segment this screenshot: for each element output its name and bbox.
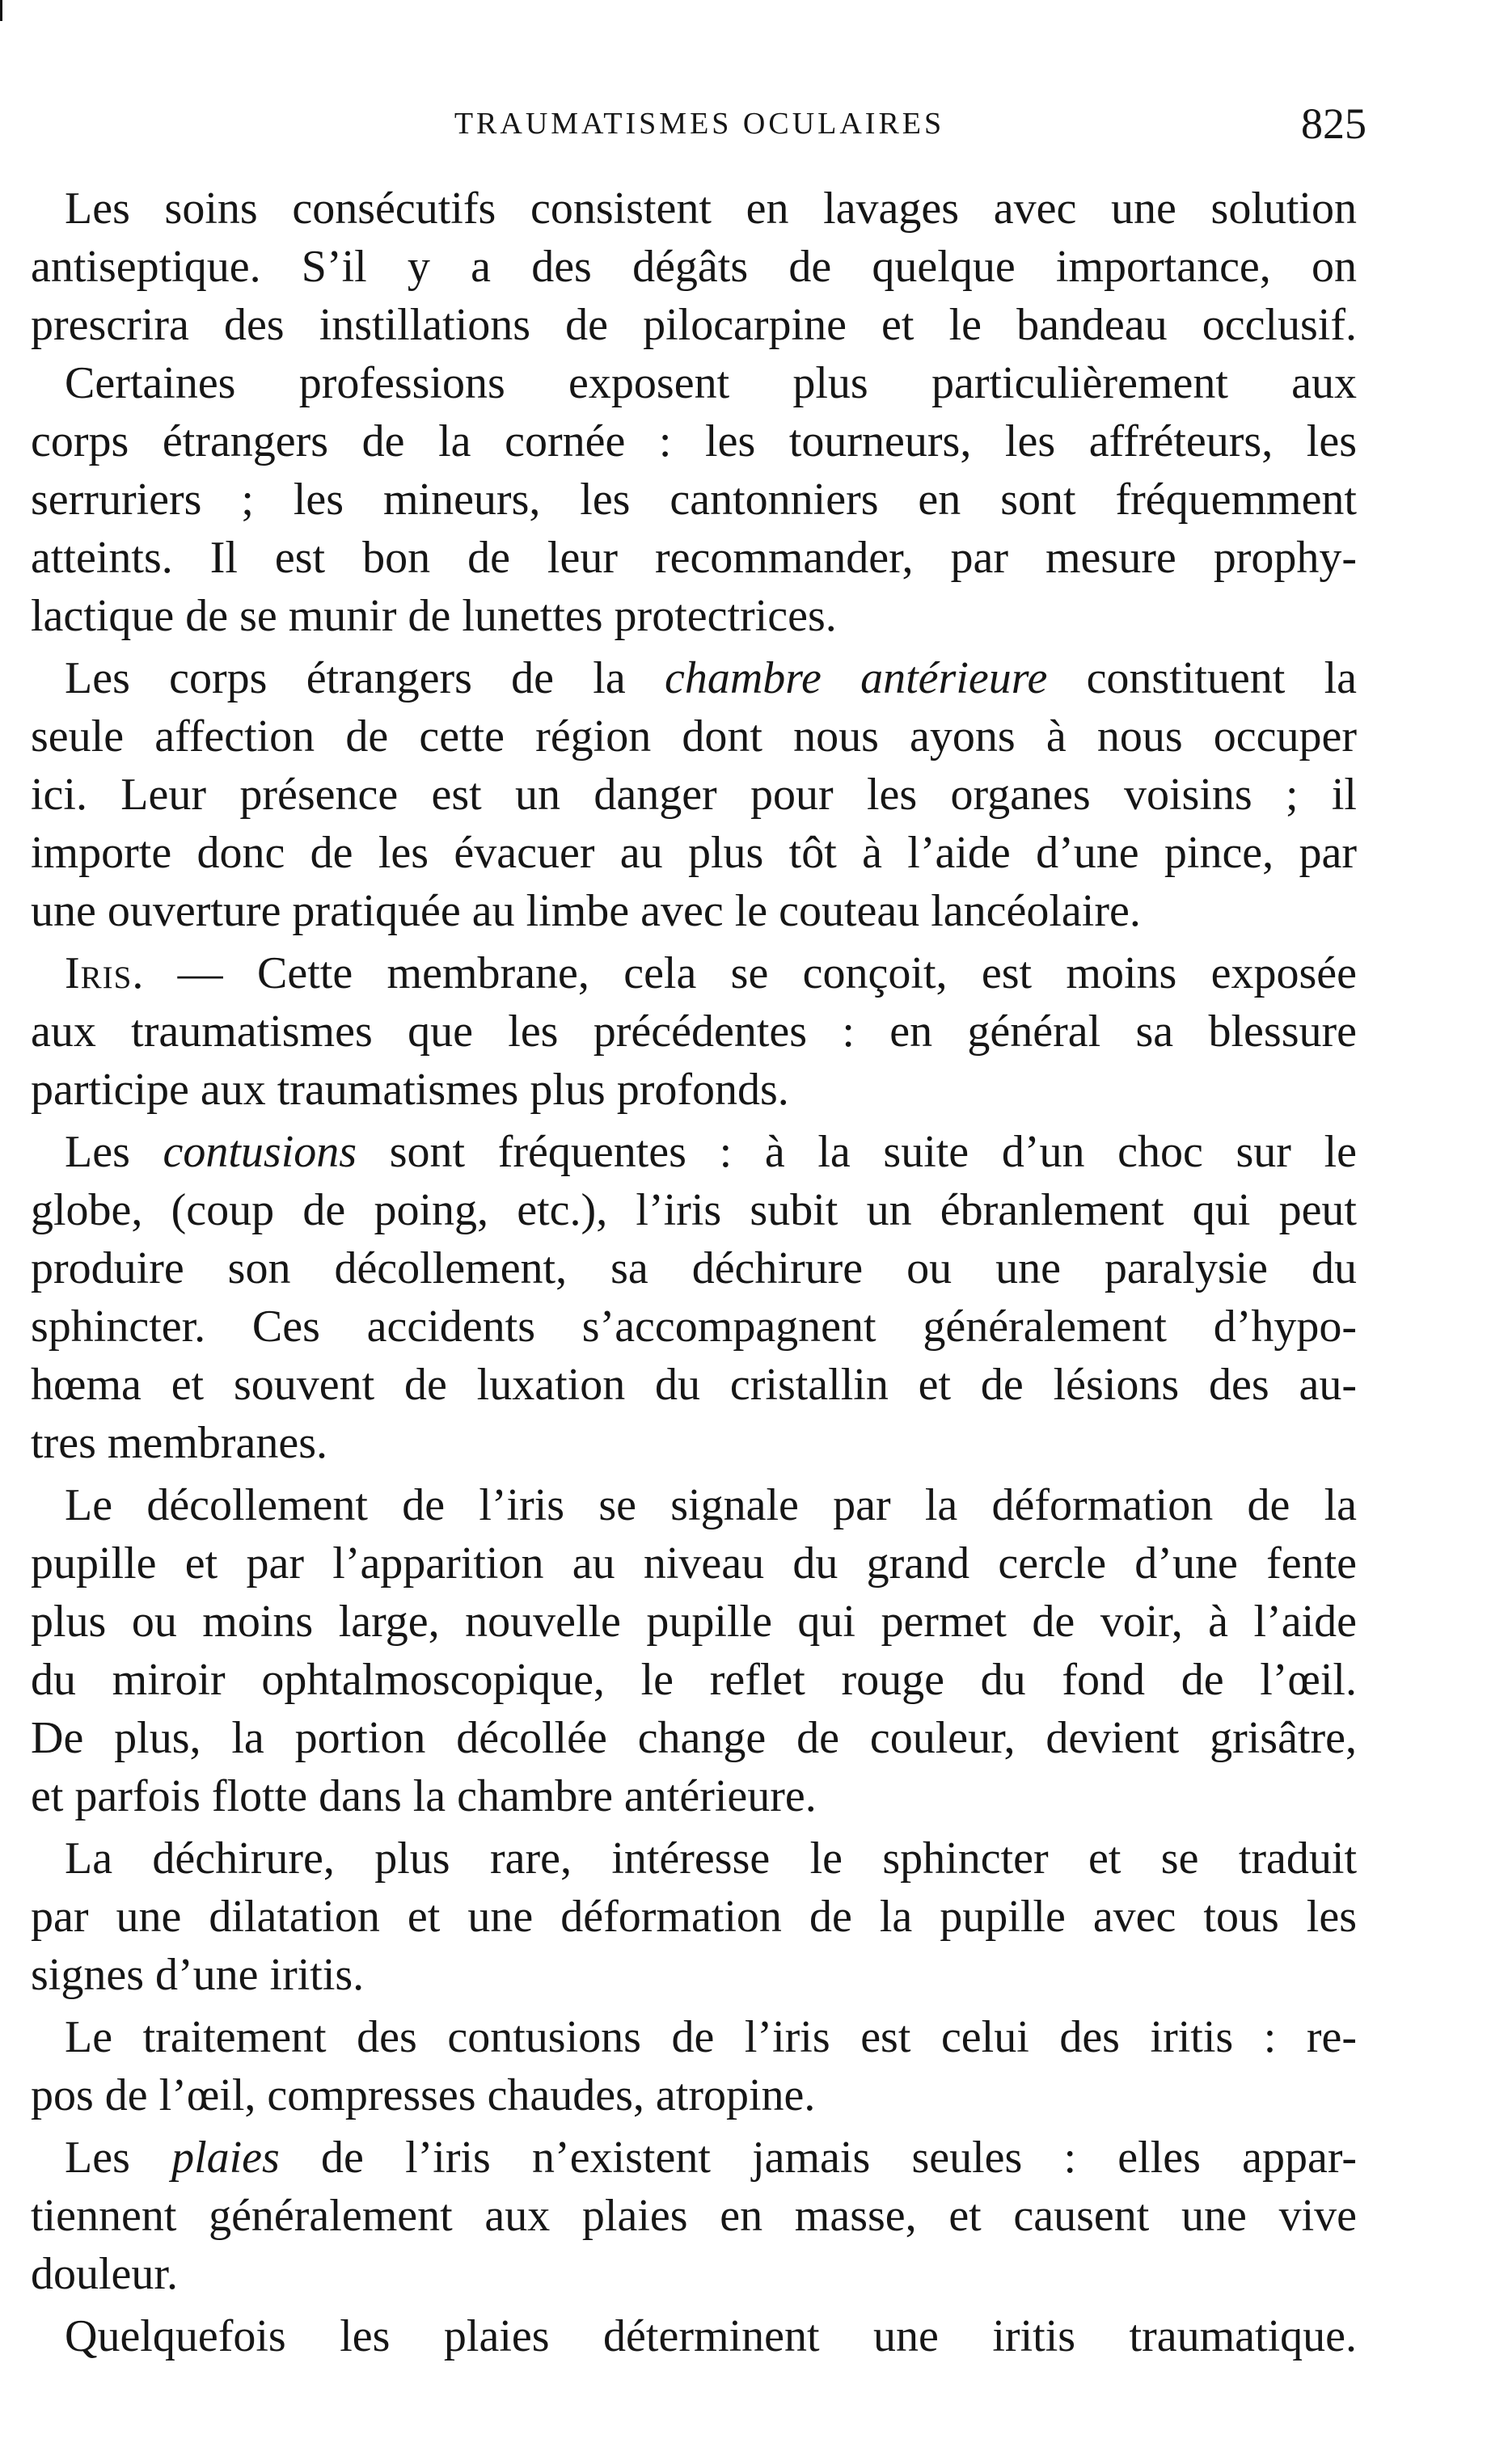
text-line: De plus, la portion décollée change de couleur, devient grisâtre,: [31, 1713, 1357, 1763]
text-line: signes d’une iritis.: [31, 1950, 365, 2000]
text-line: tiennent généralement aux plaies en masse, et causent une vive: [31, 2191, 1357, 2241]
text-line: lactique de se munir de lunettes protectrices.: [31, 591, 837, 641]
text-line: tres membranes.: [31, 1418, 327, 1468]
text-line: Les corps étrangers de la chambre antérieure constituent la: [65, 653, 1357, 703]
text-line: Certaines professions exposent plus particulièrement aux: [65, 358, 1357, 408]
page-edge-mark: [0, 0, 2, 21]
italic-term: chambre antérieure: [664, 653, 1048, 703]
text-line: corps étrangers de la cornée : les tourneurs, les affréteurs, les: [31, 416, 1357, 466]
text-line: Le décollement de l’iris se signale par la déformation de la: [65, 1480, 1357, 1530]
italic-term: plaies: [171, 2133, 280, 2183]
page-number: 825: [1301, 99, 1366, 148]
section-heading: Iris: [65, 948, 133, 998]
text-line: Quelquefois les plaies déterminent une iritis traumatique.: [65, 2311, 1357, 2361]
italic-term: contusions: [163, 1127, 357, 1177]
text-line: atteints. Il est bon de leur recommander, par mesure prophy-: [31, 533, 1357, 583]
running-title: TRAUMATISMES OCULAIRES: [454, 107, 945, 141]
text-line: Le traitement des contusions de l’iris est celui des iritis : re-: [65, 2012, 1357, 2062]
text-line: produire son décollement, sa déchirure ou une paralysie du: [31, 1243, 1357, 1293]
text-line: antiseptique. S’il y a des dégâts de quelque importance, on: [31, 242, 1357, 292]
text-line: prescrira des instillations de pilocarpine et le bandeau occlusif.: [31, 300, 1357, 350]
text-line: participe aux traumatismes plus profonds.: [31, 1065, 789, 1115]
text-line: et parfois flotte dans la chambre antérieure.: [31, 1771, 817, 1821]
text-line: globe, (coup de poing, etc.), l’iris subit un ébranlement qui peut: [31, 1185, 1357, 1235]
text-line: hœma et souvent de luxation du cristallin et de lésions des au-: [31, 1360, 1357, 1410]
text-line: seule affection de cette région dont nous ayons à nous occuper: [31, 711, 1357, 762]
body-text: [31, 179, 1357, 2365]
text-line: douleur.: [31, 2249, 178, 2299]
text-line: une ouverture pratiquée au limbe avec le couteau lancéolaire.: [31, 886, 1141, 936]
text-line: sphincter. Ces accidents s’accompagnent généralement d’hypo-: [31, 1302, 1357, 1352]
text-line: plus ou moins large, nouvelle pupille qui permet de voir, à l’aide: [31, 1597, 1357, 1647]
text-line: La déchirure, plus rare, intéresse le sphincter et se traduit: [65, 1833, 1357, 1884]
text-line: Les soins consécutifs consistent en lavages avec une solution: [65, 184, 1357, 234]
running-header: [32, 95, 1366, 152]
text-line: par une dilatation et une déformation de la pupille avec tous les: [31, 1892, 1357, 1942]
text-line: pupille et par l’apparition au niveau du grand cercle d’une fente: [31, 1538, 1357, 1589]
text-line: Les contusions sont fréquentes : à la suite d’un choc sur le: [65, 1127, 1357, 1177]
text-line: Les plaies de l’iris n’existent jamais seules : elles appar-: [65, 2133, 1357, 2183]
text-line: importe donc de les évacuer au plus tôt à l’aide d’une pince, par: [31, 828, 1357, 878]
text-line: pos de l’œil, compresses chaudes, atropine.: [31, 2070, 816, 2120]
text-line: ici. Leur présence est un danger pour les organes voisins ; il: [31, 770, 1357, 820]
text-line: Iris. — Cette membrane, cela se conçoit, est moins exposée: [65, 948, 1357, 998]
text-line: aux traumatismes que les précédentes : en général sa blessure: [31, 1006, 1357, 1057]
text-line: du miroir ophtalmoscopique, le reflet rouge du fond de l’œil.: [31, 1655, 1357, 1705]
text-line: serruriers ; les mineurs, les cantonniers en sont fréquemment: [31, 475, 1357, 525]
